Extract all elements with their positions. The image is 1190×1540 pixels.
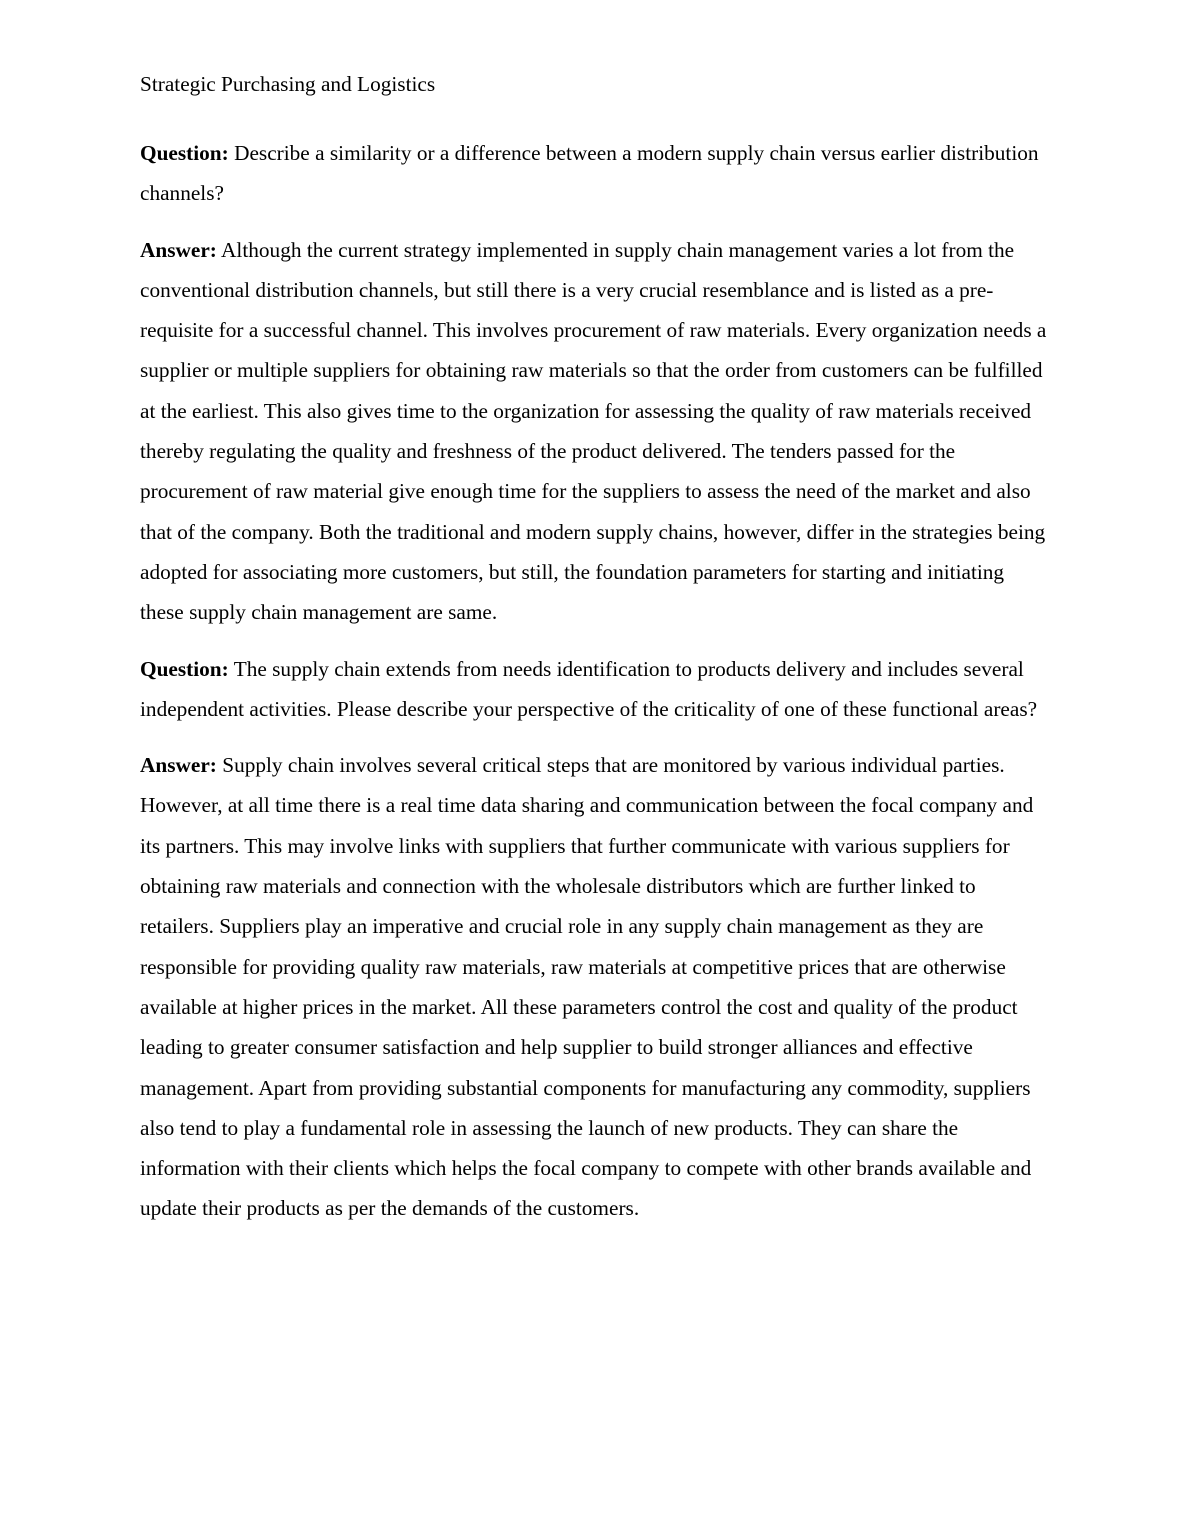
question-label: Question: — [140, 141, 229, 165]
question-text: Describe a similarity or a difference between a modern supply chain versus earlier distribution channels? — [140, 141, 1039, 206]
document-body — [140, 133, 1052, 1245]
answer-paragraph-2 — [140, 745, 1052, 1229]
question-text: The supply chain extends from needs identification to products delivery and includes several independent activities. Please describe your perspective of the criticality of one of these functional areas? — [140, 656, 1038, 721]
question-paragraph-2 — [140, 649, 1052, 730]
answer-label: Answer: — [140, 753, 217, 778]
answer-text: Supply chain involves several critical steps that are monitored by various individual parties. However, at all time there is a real time data sharing and communication between the focal company and its partners. This may involve links with suppliers that further communicate with various suppliers for obtaining raw materials and connection with the wholesale distributors which are further linked to retailers. Suppliers play an imperative and crucial role in any supply chain management as they are responsible for providing quality raw materials, raw materials at competitive prices that are otherwise available at higher prices in the market. All these parameters control the cost and quality of the product leading to greater consumer satisfaction and help supplier to build stronger alliances and effective management. Apart from providing substantial components for manufacturing any commodity, suppliers also tend to play a fundamental role in assessing the launch of new products. They can share the information with their clients which helps the focal company to compete with other brands available and update their products as per the demands of the customers. — [140, 753, 1034, 1221]
question-paragraph-1 — [140, 133, 1052, 214]
answer-label: Answer: — [140, 237, 217, 262]
answer-paragraph-1 — [140, 230, 1052, 633]
answer-text: Although the current strategy implemented in supply chain management varies a lot from the conventional distribution channels, but still there is a very crucial resemblance and is listed as a pre-requisite for a successful channel. This involves procurement of raw materials. Every organization needs a supplier or multiple suppliers for obtaining raw materials so that the order from customers can be fulfilled at the earliest. This also gives time to the organization for assessing the quality of raw materials received thereby regulating the quality and freshness of the product delivered. The tenders passed for the procurement of raw material give enough time for the suppliers to assess the need of the market and also that of the company. Both the traditional and modern supply chains, however, differ in the strategies being adopted for associating more customers, but still, the foundation parameters for starting and initiating these supply chain management are same. — [140, 237, 1047, 625]
document-header: Strategic Purchasing and Logistics — [140, 72, 436, 96]
question-label: Question: — [140, 656, 229, 681]
